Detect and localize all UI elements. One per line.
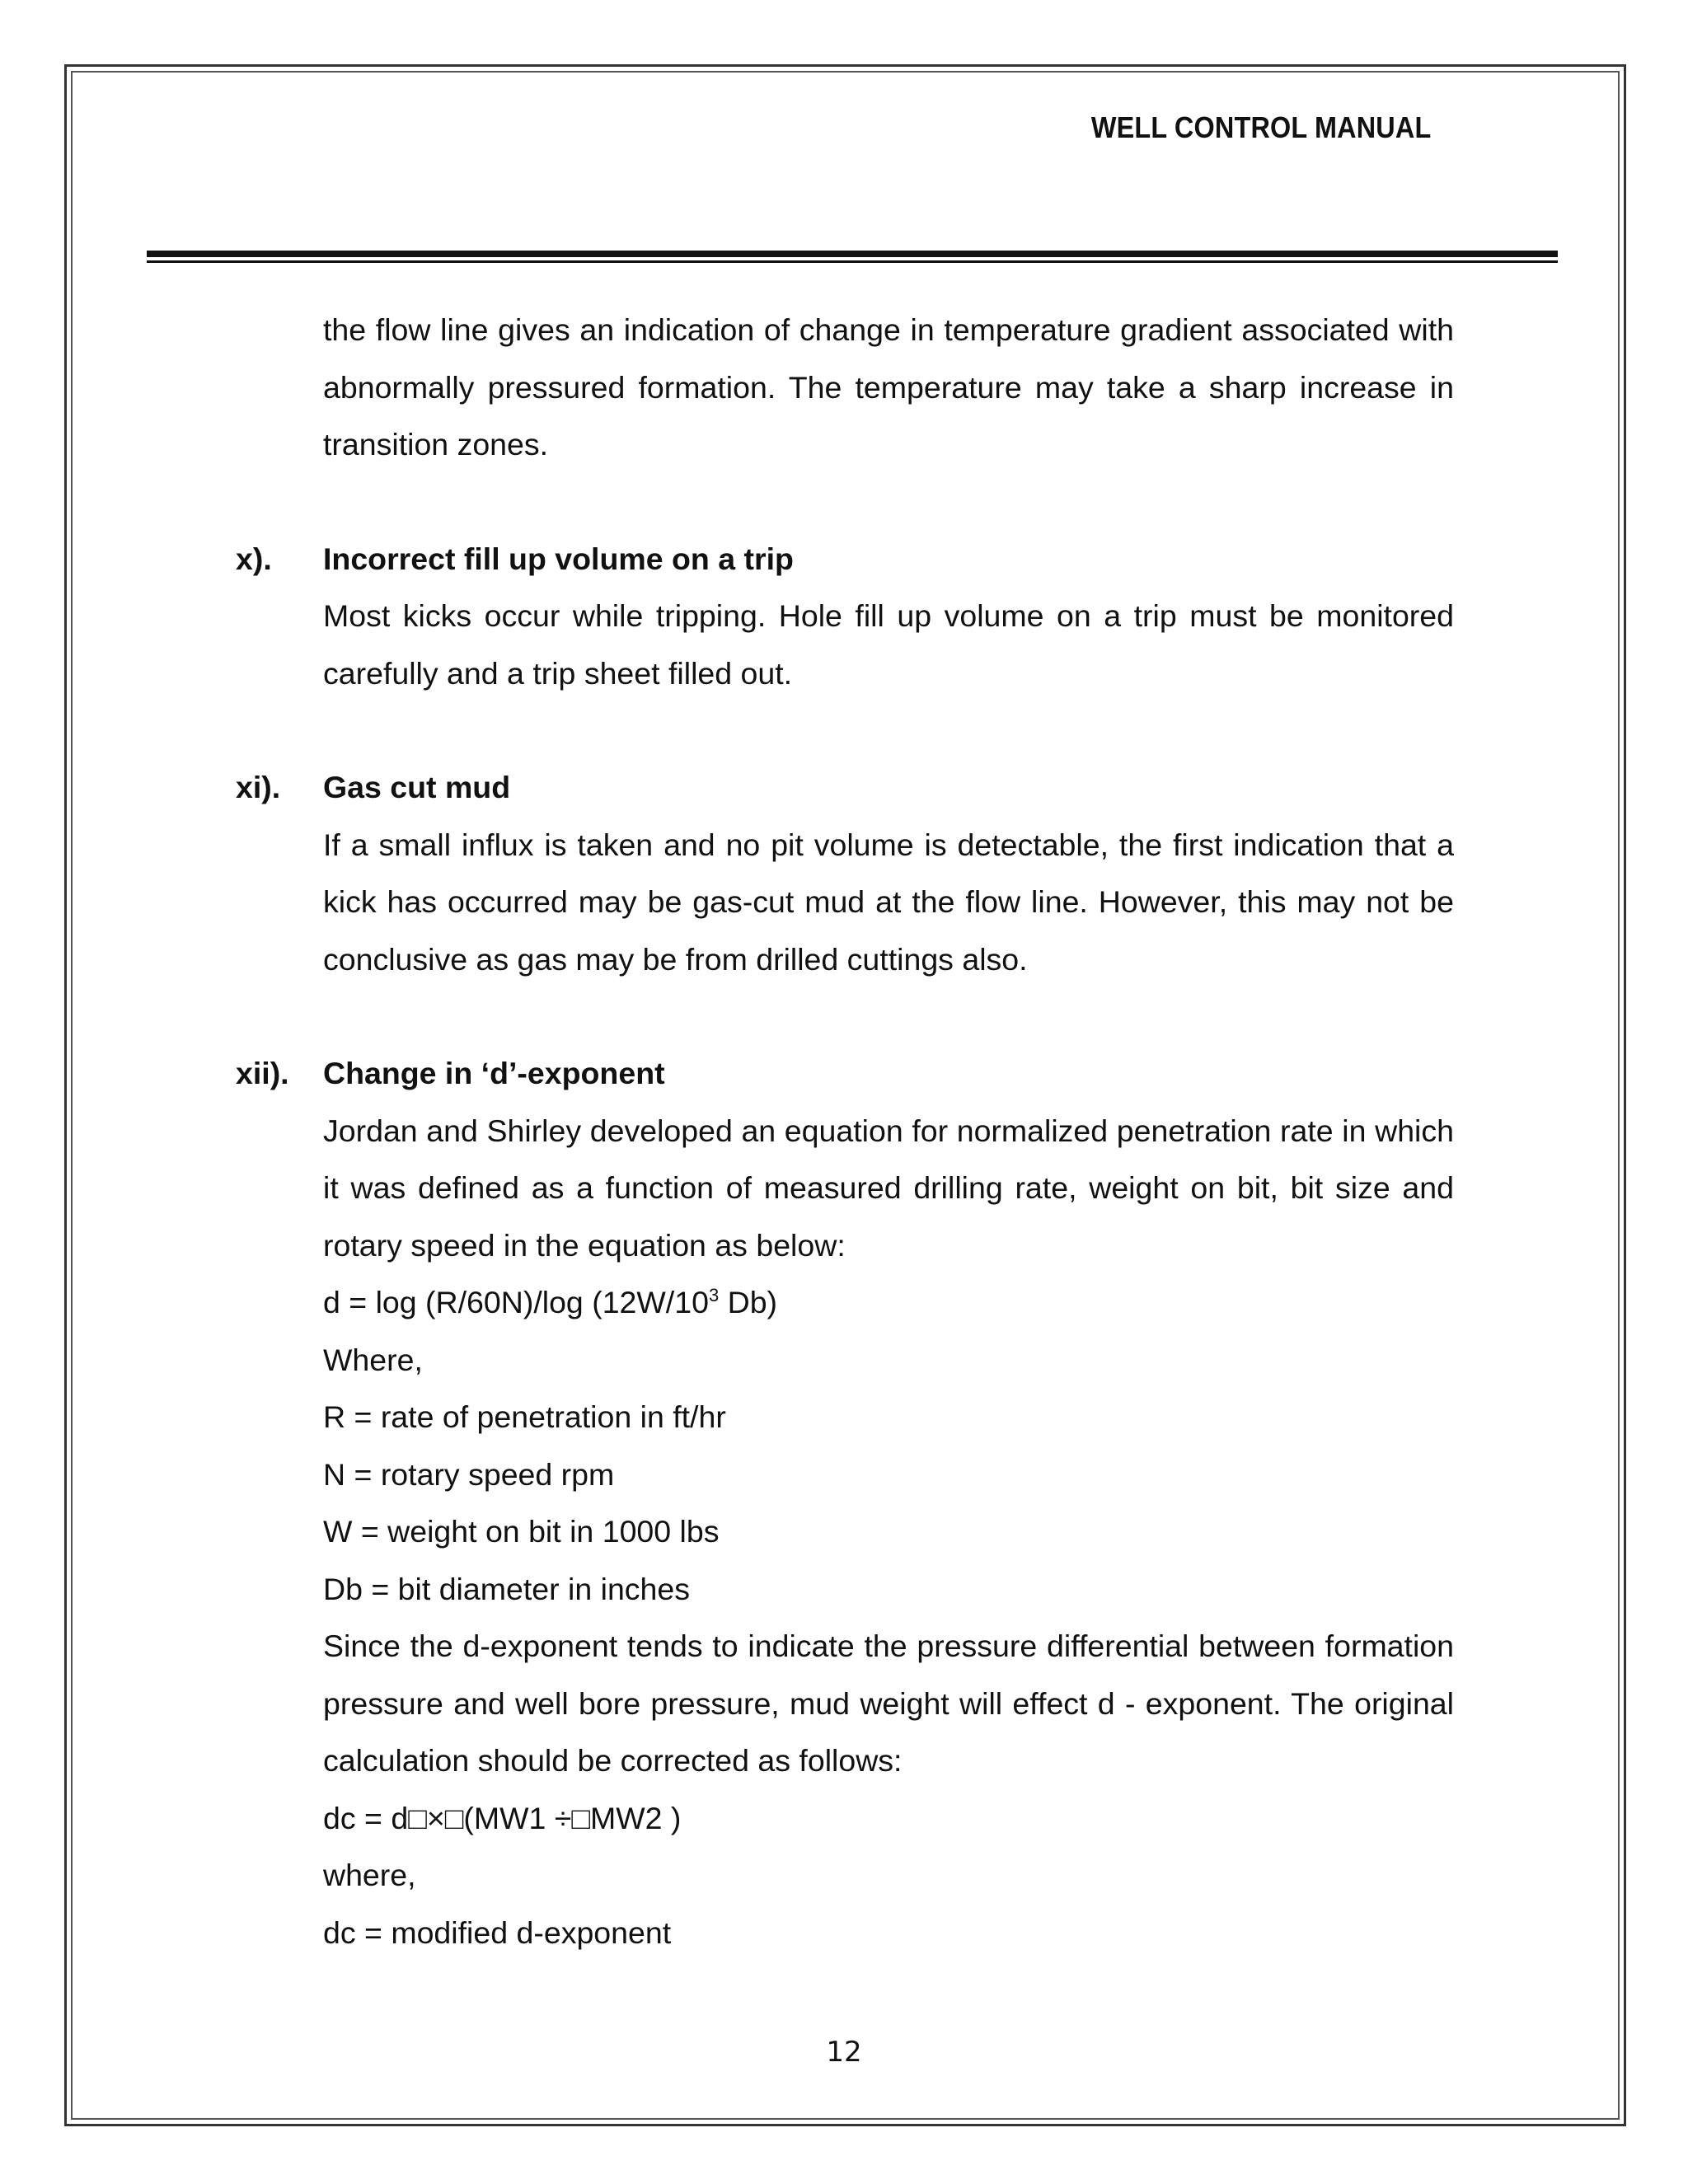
equation-superscript: 3: [708, 1285, 720, 1305]
definition-item: Db = bit diameter in inches: [323, 1571, 691, 1606]
section-spacer: [323, 988, 1454, 1045]
page-content: [236, 302, 1454, 1961]
page-number: 12: [826, 2036, 862, 2069]
document-header-title: WELL CONTROL MANUAL: [1090, 110, 1431, 144]
definition-item: dc = modified d-exponent: [323, 1915, 672, 1950]
section-xi: [236, 759, 1454, 988]
where-label: Where,: [323, 1342, 423, 1377]
corrected-d-exponent-equation: dc = d□×□(MW1 ÷□MW2 ): [323, 1800, 682, 1835]
equation-text: d = log (R/60N)/log (12W/10: [323, 1285, 709, 1319]
where-label: where,: [323, 1858, 416, 1892]
section-body: If a small influx is taken and no pit volume is detectable, the first indication that a kick has occurred may be gas-cut mud at the flow line. However, this may not be conclusive as gas may be from drilled cuttings also.: [323, 827, 1454, 977]
section-body-continued: Since the d-exponent tends to indicate the pressure differential between formation pressure and well bore pressure, mud weight will effect d - exponent. The original calculation should be corrected as follows:: [323, 1629, 1454, 1778]
section-spacer: [323, 702, 1454, 759]
definition-item: W = weight on bit in 1000 lbs: [323, 1514, 720, 1549]
header-rule-thick: [147, 251, 1558, 257]
section-body: Most kicks occur while tripping. Hole fill up volume on a trip must be monitored carefully and a trip sheet filled out.: [323, 598, 1454, 691]
section-spacer: [323, 474, 1454, 531]
section-number: xi).: [236, 770, 281, 804]
section-xii: [236, 1045, 1454, 1961]
d-exponent-equation: [323, 1274, 1454, 1332]
section-title: Gas cut mud: [323, 770, 511, 804]
equation-text-end: Db): [719, 1285, 778, 1319]
section-title: Change in ‘d’-exponent: [323, 1056, 665, 1090]
header-rule-thin: [147, 260, 1558, 263]
section-number: x).: [236, 541, 272, 576]
section-body: Jordan and Shirley developed an equation for normalized penetration rate in which it was defined as a function of measured drilling rate, weight on bit, bit size and rotary speed in the equation as below:: [323, 1113, 1454, 1263]
section-number: xii).: [236, 1056, 289, 1090]
intro-paragraph: the flow line gives an indication of change in temperature gradient associated with abnormally pressured formation. The temperature may take a sharp increase in transition zones.: [323, 312, 1454, 462]
definition-item: R = rate of penetration in ft/hr: [323, 1399, 726, 1434]
definition-item: N = rotary speed rpm: [323, 1456, 615, 1492]
section-title: Incorrect fill up volume on a trip: [323, 541, 794, 576]
section-x: [236, 531, 1454, 703]
